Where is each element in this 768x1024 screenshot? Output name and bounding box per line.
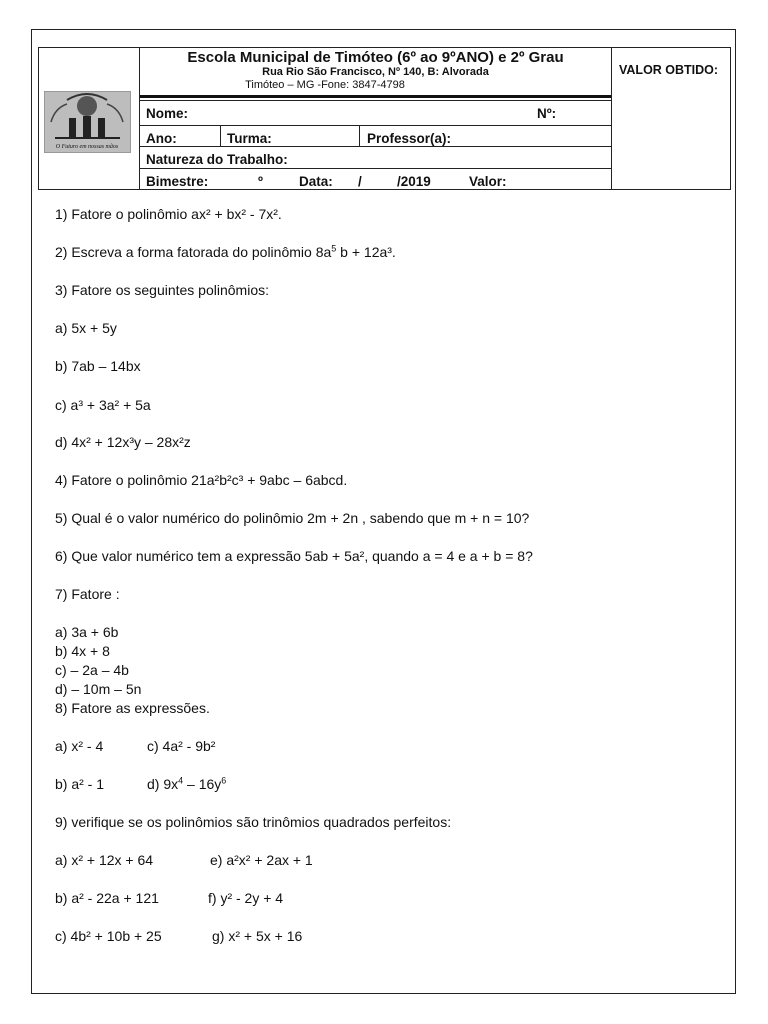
question-3: 3) Fatore os seguintes polinômios: [55, 282, 269, 298]
nome-label: Nome: [146, 106, 189, 121]
question-9-item-b: b) a² - 22a + 121 [55, 890, 159, 906]
question-1: 1) Fatore o polinômio ax² + bx² - 7x². [55, 206, 282, 222]
bimestre-label: Bimestre: [146, 174, 209, 189]
divider [140, 146, 611, 147]
question-5: 5) Qual é o valor numérico do polinômio 2m + 2n , sabendo que m + n = 10? [55, 510, 530, 526]
school-logo [44, 91, 131, 153]
question-9: 9) verifique se os polinômios são trinômios quadrados perfeitos: [55, 814, 452, 830]
question-7-item-a: a) 3a + 6b [55, 624, 119, 640]
question-8-item-d [147, 776, 226, 792]
data-label: Data: [299, 174, 333, 189]
question-6: 6) Que valor numérico tem a expressão 5ab + 5a², quando a = 4 e a + b = 8? [55, 548, 533, 564]
numero-label: Nº: [537, 106, 557, 121]
school-name: Escola Municipal de Timóteo (6º ao 9ºANO) e 2º Grau [187, 49, 564, 66]
question-2-text: 2) Escreva a forma fatorada do polinômio 8a [55, 244, 332, 260]
data-separator: / [358, 174, 362, 189]
natureza-label: Natureza do Trabalho: [146, 152, 288, 167]
question-3-item-b: b) 7ab – 14bx [55, 358, 141, 374]
question-3-item-a: a) 5x + 5y [55, 320, 117, 336]
question-8-item-d-exponent-2: 6 [221, 775, 227, 786]
question-2 [55, 244, 396, 260]
question-8-item-d-text: d) 9x [147, 776, 179, 792]
question-7-item-b: b) 4x + 8 [55, 643, 110, 659]
question-9-item-c: c) 4b² + 10b + 25 [55, 928, 162, 944]
logo-motto: O Futuro em nossas mãos [55, 144, 119, 150]
question-2-text-end: b + 12a³. [340, 244, 396, 260]
divider-thick [140, 95, 611, 98]
question-9-item-a: a) x² + 12x + 64 [55, 852, 154, 868]
question-8-item-b: b) a² - 1 [55, 776, 105, 792]
question-8-item-a: a) x² - 4 [55, 738, 104, 754]
question-9-item-g: g) x² + 5x + 16 [212, 928, 303, 944]
question-8: 8) Fatore as expressões. [55, 700, 210, 716]
question-9-item-e: e) a²x² + 2ax + 1 [210, 852, 313, 868]
question-7: 7) Fatore : [55, 586, 120, 602]
divider [140, 168, 611, 169]
valor-label: Valor: [469, 174, 507, 189]
valor-obtido-cell [611, 48, 730, 189]
question-8-item-c: c) 4a² - 9b² [147, 738, 216, 754]
valor-obtido-label: VALOR OBTIDO: [619, 63, 719, 77]
bimestre-ordinal: º [258, 174, 263, 189]
logo-cell [39, 48, 140, 189]
question-8-item-d-exponent: 4 [178, 775, 184, 786]
divider [140, 125, 611, 126]
turma-label: Turma: [227, 131, 272, 146]
question-7-item-d: d) – 10m – 5n [55, 681, 142, 697]
school-city-phone: Timóteo – MG -Fone: 3847-4798 [245, 79, 405, 91]
data-year: /2019 [397, 174, 431, 189]
question-3-item-c: c) a³ + 3a² + 5a [55, 397, 151, 413]
question-9-item-f: f) y² - 2y + 4 [208, 890, 284, 906]
divider-vertical [359, 125, 360, 146]
divider-vertical [220, 125, 221, 146]
question-7-item-c: c) – 2a – 4b [55, 662, 129, 678]
professor-label: Professor(a): [367, 131, 452, 146]
school-address: Rua Rio São Francisco, Nº 140, B: Alvorada [262, 66, 489, 78]
question-8-item-d-text-2: – 16y [183, 776, 222, 792]
question-2-exponent: 5 [331, 243, 337, 254]
divider [140, 100, 611, 101]
school-logo-graphic [45, 92, 130, 152]
ano-label: Ano: [146, 131, 177, 146]
question-3-item-d: d) 4x² + 12x³y – 28x²z [55, 434, 191, 450]
question-4: 4) Fatore o polinômio 21a²b²c³ + 9abc – 6abcd. [55, 472, 348, 488]
header-table [38, 47, 731, 190]
